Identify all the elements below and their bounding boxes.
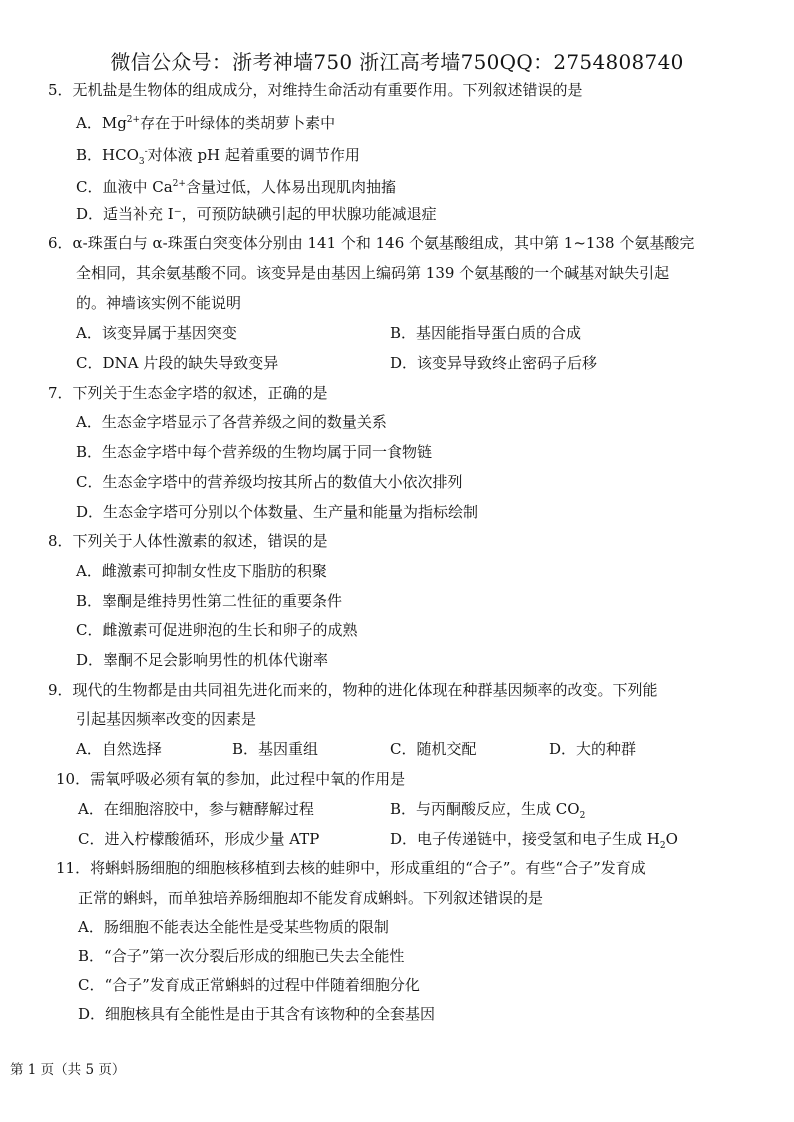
q7-option-d: D．生态金字塔可分别以个体数量、生产量和能量为指标绘制 xyxy=(76,503,479,521)
q8-stem: 8．下列关于人体性激素的叙述，错误的是 xyxy=(48,532,328,550)
q11-option-a: A．肠细胞不能表达全能性是受某些物质的限制 xyxy=(78,918,389,936)
q8-option-d: D．睾酮不足会影响男性的机体代谢率 xyxy=(76,651,329,669)
q9-stem-line1: 9．现代的生物都是由共同祖先进化而来的，物种的进化体现在种群基因频率的改变。下列能 xyxy=(48,681,658,699)
q11-stem-line1: 11．将蝌蚪肠细胞的细胞核移植到去核的蛙卵中，形成重组的“合子”。有些“合子”发育成 xyxy=(56,859,646,877)
q8-option-a: A．雌激素可抑制女性皮下脂肪的积聚 xyxy=(76,562,327,580)
q6-option-b: B．基因能指导蛋白质的合成 xyxy=(390,324,582,342)
q10-option-c: C．进入柠檬酸循环，形成少量 ATP xyxy=(78,830,320,848)
q11-option-c: C．“合子”发育成正常蝌蚪的过程中伴随着细胞分化 xyxy=(78,976,420,994)
q10-option-b xyxy=(390,799,585,826)
q9-option-d: D．大的种群 xyxy=(549,740,637,758)
q5-a-rest: 存在于叶绿体的类胡萝卜素中 xyxy=(140,114,336,132)
q5-c-prefix: C．血液中 Ca xyxy=(76,178,173,196)
q10-b-prefix: B．与丙酮酸反应，生成 CO xyxy=(390,800,580,818)
q8-option-b: B．睾酮是维持男性第二性征的重要条件 xyxy=(76,592,343,610)
q6-stem-line3: 的。神墙该实例不能说明 xyxy=(76,294,242,312)
q7-option-c: C．生态金字塔中的营养级均按其所占的数值大小依次排列 xyxy=(76,473,463,491)
q8-option-c: C．雌激素可促进卵泡的生长和卵子的成熟 xyxy=(76,621,358,639)
q5-option-d: D．适当补充 I⁻，可预防缺碘引起的甲状腺功能减退症 xyxy=(76,205,437,223)
q6-option-d: D．该变异导致终止密码子后移 xyxy=(390,354,598,372)
q5-c-rest: 含量过低，人体易出现肌肉抽搐 xyxy=(185,178,396,196)
q6-option-c: C．DNA 片段的缺失导致变异 xyxy=(76,354,279,372)
q7-option-a: A．生态金字塔显示了各营养级之间的数量关系 xyxy=(76,413,387,431)
q5-b-sup: - xyxy=(144,147,148,157)
page-header-watermark: 微信公众号：浙考神墙750 浙江高考墙750QQ：2754808740 xyxy=(110,50,684,74)
q10-option-d xyxy=(390,829,678,856)
q11-option-d: D．细胞核具有全能性是由于其含有该物种的全套基因 xyxy=(78,1005,436,1023)
q7-option-b: B．生态金字塔中每个营养级的生物均属于同一食物链 xyxy=(76,443,433,461)
q6-stem-line1: 6．α-珠蛋白与 α-珠蛋白突变体分别由 141 个和 146 个氨基酸组成，其中第 1~138 个氨基酸完 xyxy=(48,234,695,252)
q9-stem-line2: 引起基因频率改变的因素是 xyxy=(76,710,257,728)
q5-stem: 5．无机盐是生物体的组成成分，对维持生命活动有重要作用。下列叙述错误的是 xyxy=(48,81,583,99)
q9-option-b: B．基因重组 xyxy=(232,740,319,758)
q5-c-sup: 2+ xyxy=(172,179,186,189)
q10-d-prefix: D．电子传递链中，接受氢和电子生成 H xyxy=(390,830,660,848)
q5-option-b xyxy=(76,142,360,172)
q10-d-sub: 2 xyxy=(659,841,666,851)
q5-a-sup: 2+ xyxy=(126,115,141,125)
q5-b-rest: 对体液 pH 起着重要的调节作用 xyxy=(147,146,360,164)
q5-b-sub: 3 xyxy=(138,157,145,167)
q10-b-sub: 2 xyxy=(579,811,586,821)
q9-option-c: C．随机交配 xyxy=(390,740,477,758)
page-footer: 第 1 页（共 5 页） xyxy=(10,1062,126,1078)
q5-option-c xyxy=(76,174,396,197)
q9-option-a: A．自然选择 xyxy=(76,740,162,758)
q10-stem: 10．需氧呼吸必须有氧的参加，此过程中氧的作用是 xyxy=(56,770,406,788)
q7-stem: 7．下列关于生态金字塔的叙述，正确的是 xyxy=(48,384,328,402)
q10-d-rest: O xyxy=(665,830,678,848)
q6-stem-line2: 全相同，其余氨基酸不同。该变异是由基因上编码第 139 个氨基酸的一个碱基对缺失引起 xyxy=(76,264,670,282)
q11-stem-line2: 正常的蝌蚪，而单独培养肠细胞却不能发育成蝌蚪。下列叙述错误的是 xyxy=(78,889,544,907)
q11-option-b: B．“合子”第一次分裂后形成的细胞已失去全能性 xyxy=(78,947,405,965)
q10-option-a: A．在细胞溶胶中，参与糖酵解过程 xyxy=(78,800,314,818)
q6-option-a: A．该变异属于基因突变 xyxy=(76,324,237,342)
q5-option-a xyxy=(76,110,335,133)
q5-a-prefix: A．Mg xyxy=(76,114,127,132)
q5-b-prefix: B．HCO xyxy=(76,146,139,164)
